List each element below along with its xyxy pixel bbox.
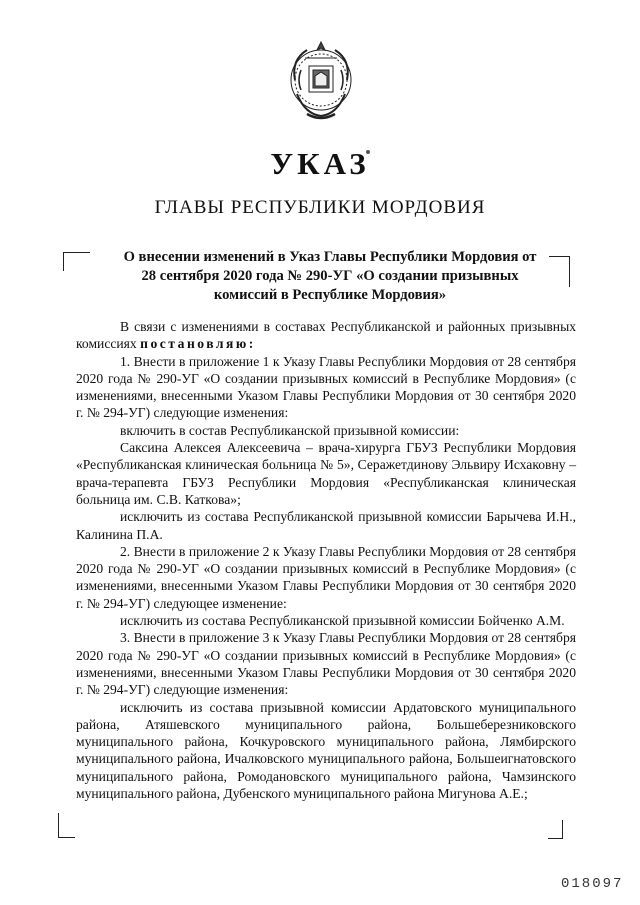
- decree-heading: О внесении изменений в Указ Главы Республики Мордовия от 28 сентября 2020 года № 290-УГ «О создании призывных комиссий в Республике Мордовия»: [123, 249, 537, 303]
- page-number: 018097: [561, 876, 624, 892]
- heading-bracket-top-right: [549, 256, 570, 287]
- decree-word: постановляю:: [140, 336, 256, 352]
- coat-of-arms-emblem: [285, 40, 357, 124]
- item-paragraph: исключить из состава Республиканской призывной комиссии Барычева И.Н., Калинина П.А.: [76, 509, 576, 542]
- document-title: УКАЗ: [270, 146, 370, 181]
- item-paragraph: 1. Внести в приложение 1 к Указу Главы Республики Мордовия от 28 сентября 2020 года № 290-УГ «О создании призывных комиссий в Республике Мордовия» (с изменениями, внесенными Указом Главы Республики Мордовия от 30 сентября 2020 г. № 294-УГ) следующие изменения:: [76, 353, 576, 421]
- item-paragraph: включить в состав Республиканской призывной комиссии:: [120, 422, 460, 438]
- bottom-bracket-right: [548, 820, 563, 839]
- bottom-bracket-left: [58, 813, 75, 838]
- item-paragraph: исключить из состава призывной комиссии Ардатовского муниципального района, Атяшевского муниципального района, Большеберезниковского муниципального района, Кочкуровского муниципального района, Лямбирского муниципального района, Ичалковского муниципального района, Большеигнатовского муниципального района, Ромодановского муниципального района, Чамзинского муниципального района, Дубенского муниципального района Мигунова А.Е.;: [76, 699, 576, 802]
- decree-body: [76, 318, 576, 802]
- heading-bracket-top-left: [63, 252, 90, 271]
- item-paragraph: 3. Внести в приложение 3 к Указу Главы Республики Мордовия от 28 сентября 2020 года № 290-УГ «О создании призывных комиссий в Республике Мордовия» (с изменениями, внесенными Указом Главы Республики Мордовия от 30 сентября 2020 г. № 294-УГ) следующие изменения:: [76, 630, 576, 698]
- item-paragraph: 2. Внести в приложение 2 к Указу Главы Республики Мордовия от 28 сентября 2020 года № 290-УГ «О создании призывных комиссий в Республике Мордовия» (с изменениями, внесенными Указом Главы Республики Мордовия от 30 сентября 2020 г. № 294-УГ) следующее изменение:: [76, 543, 576, 611]
- intro-text: В связи с изменениями в составах Республиканской и районных призывных комиссиях: [76, 319, 576, 352]
- document-subtitle: ГЛАВЫ РЕСПУБЛИКИ МОРДОВИЯ: [154, 197, 486, 218]
- item-paragraph: Саксина Алексея Алексеевича – врача-хирурга ГБУЗ Республики Мордовия «Республиканская клиническая больница № 5», Серажетдинову Эльвиру Исхаковну – врача-терапевта ГБУЗ Республики Мордовия «Республиканская клиническая больница им. С.В. Каткова»;: [76, 440, 576, 507]
- item-paragraph: исключить из состава Республиканской призывной комиссии Бойченко А.М.: [120, 613, 565, 629]
- intro-paragraph: [76, 318, 576, 353]
